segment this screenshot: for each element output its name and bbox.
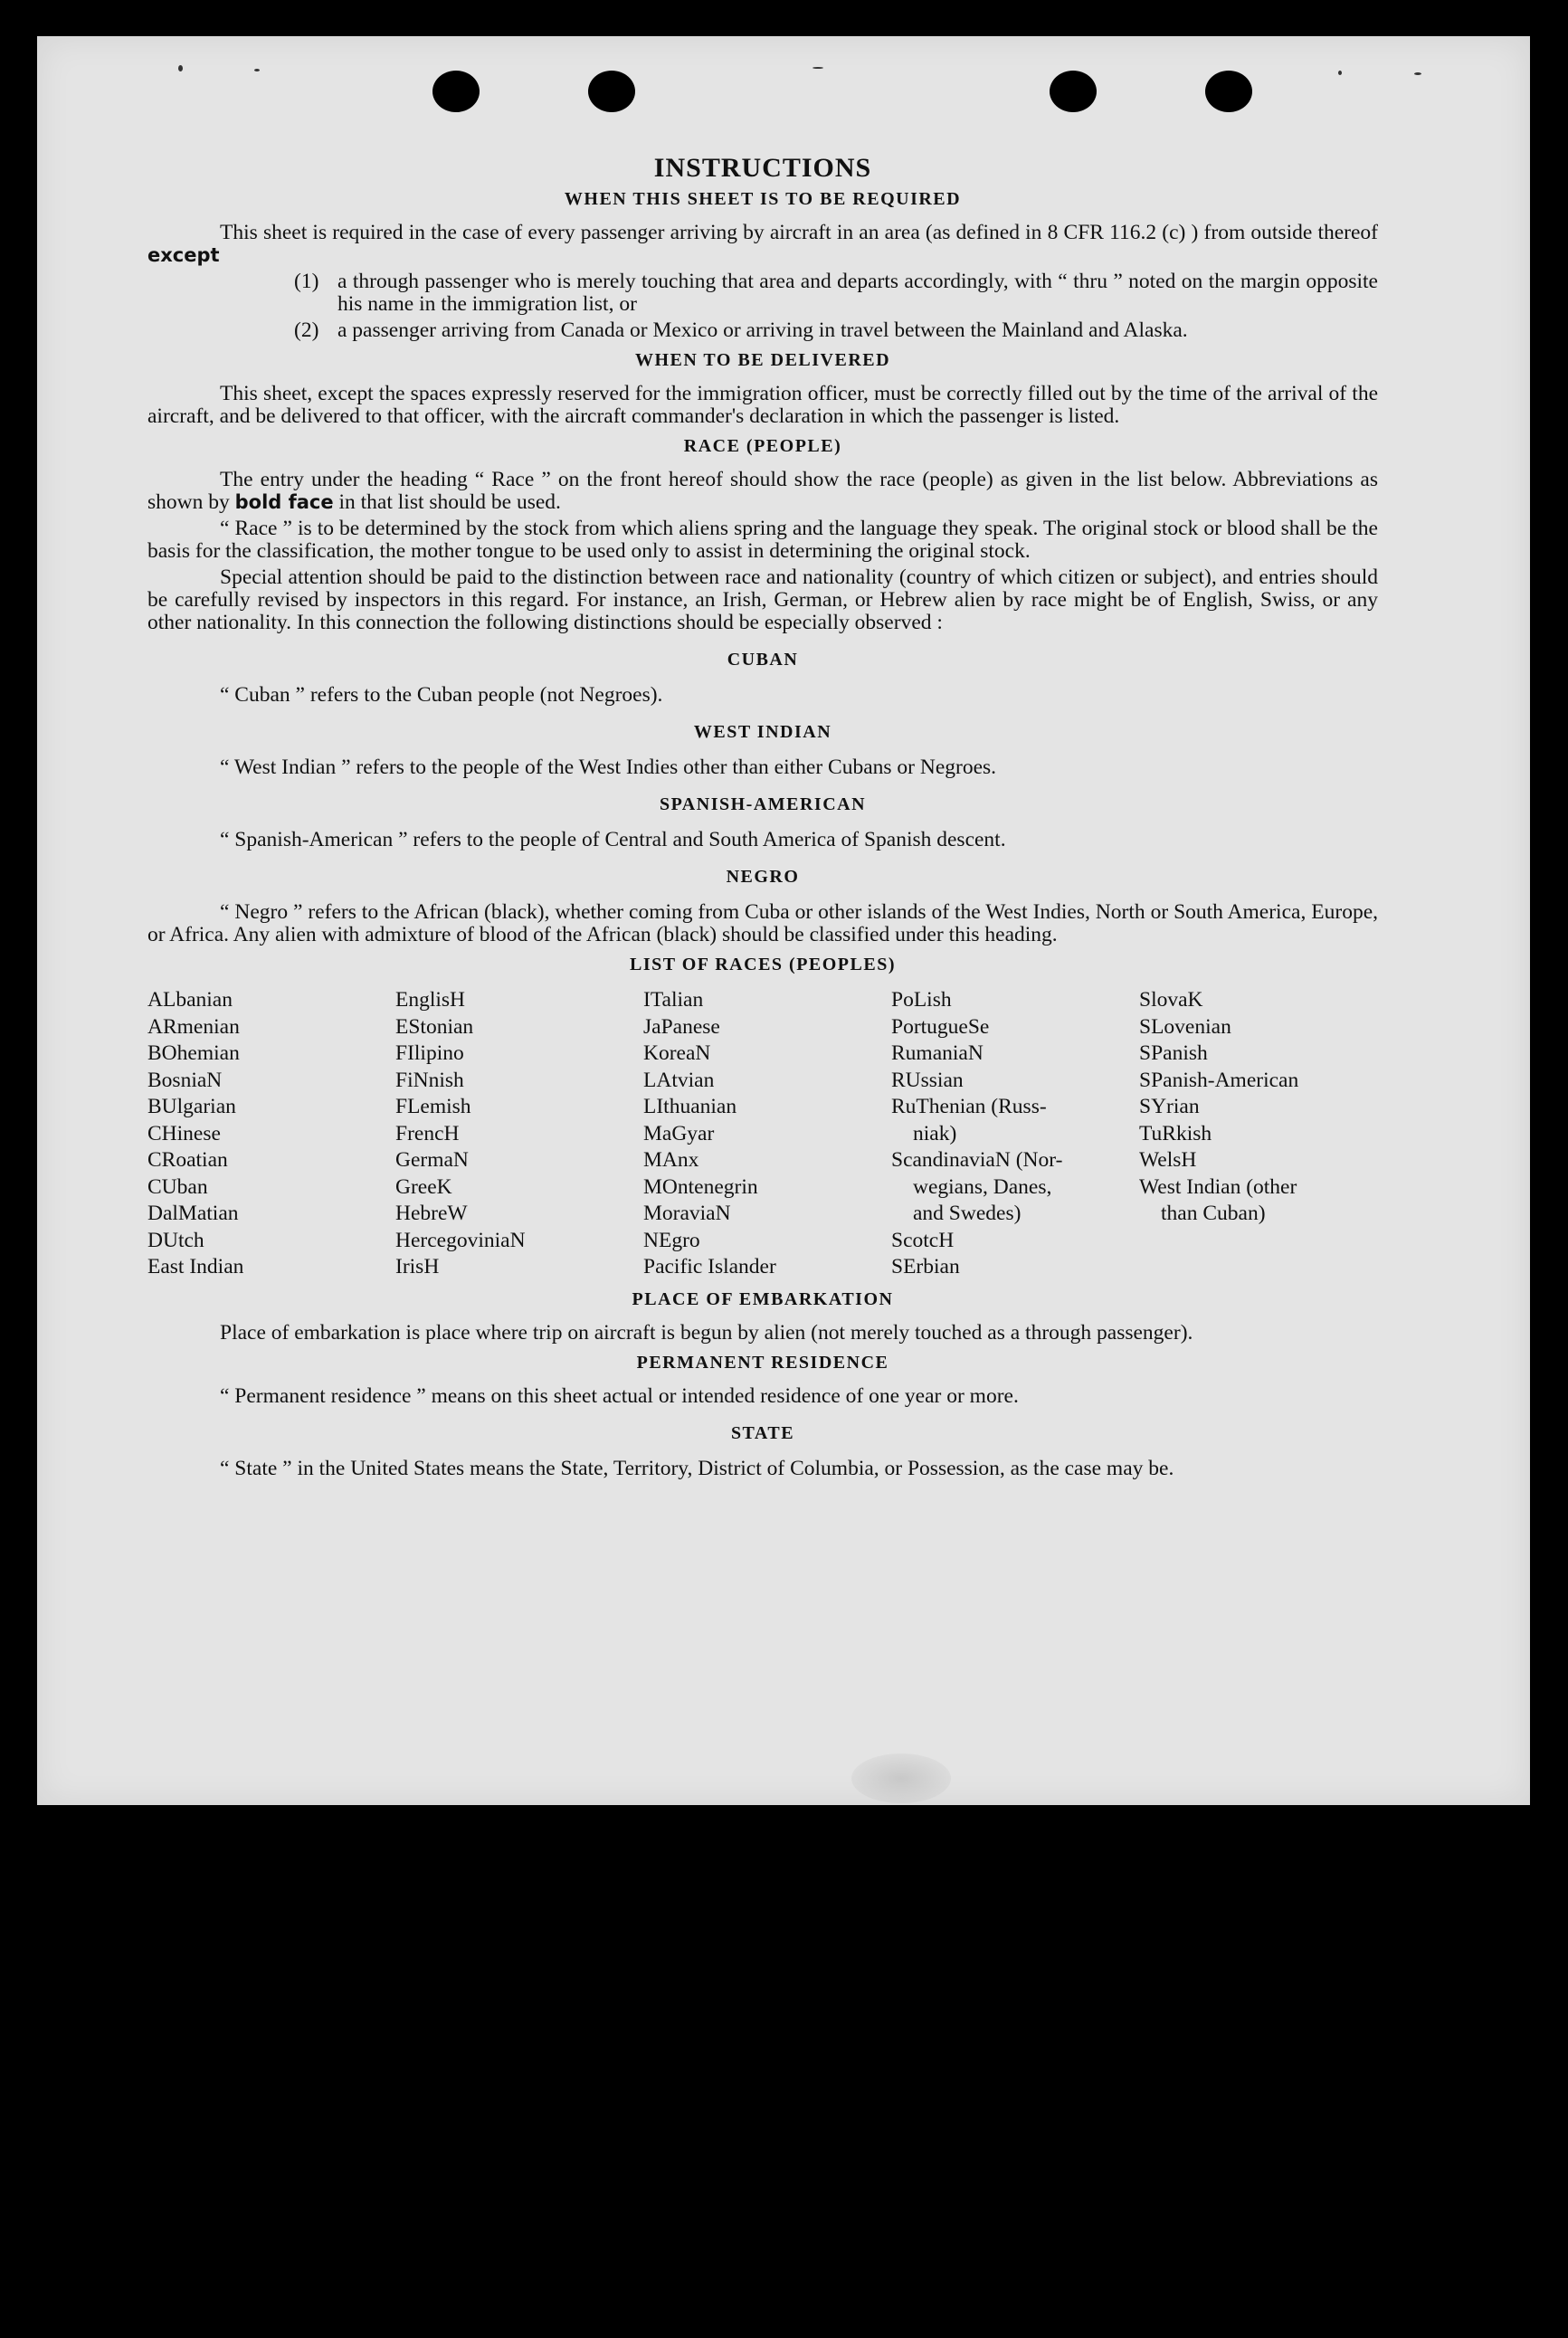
race-entry: SlovaK: [1139, 988, 1203, 1012]
race-entry: FLemish: [395, 1095, 471, 1118]
race-entry-continued: niak): [913, 1121, 957, 1145]
race-entry: HercegoviniaN: [395, 1228, 526, 1252]
heading-place-of-embarkation: PLACE OF EMBARKATION: [632, 1288, 894, 1309]
race-entry: MaGyar: [643, 1121, 715, 1145]
heading-when-delivered: WHEN TO BE DELIVERED: [634, 350, 891, 370]
race-entry: DUtch: [147, 1228, 204, 1252]
race-entry: BosniaN: [147, 1068, 223, 1092]
negro-text: “ Negro ” refers to the African (black), whether coming from Cuba or other islands of the West Indies, North or South America, Europe, or Africa. Any alien with admixture of blood of the African (black) should be classified under this heading.: [147, 900, 1378, 946]
race-entry: GreeK: [395, 1174, 452, 1199]
dust-speck: [254, 69, 260, 71]
west-indian-text: “ West Indian ” refers to the people of the West Indies other than either Cubans or Negroes.: [220, 756, 997, 779]
race-entry-continued: than Cuban): [1161, 1202, 1266, 1225]
race-entry: GermaN: [395, 1148, 469, 1172]
races-column-5: [1139, 987, 1378, 1281]
punch-hole-3: [1050, 71, 1097, 112]
race-entry: PortugueSe: [891, 1014, 990, 1039]
race-entry: TuRkish: [1139, 1121, 1212, 1145]
race-entry: MOntenegrin: [643, 1174, 758, 1199]
exception-item-2: (2) a passenger arriving from Canada or Mexico or arriving in travel between the Mainland and Alaska.: [294, 318, 1188, 342]
race-entry: PoLish: [891, 988, 952, 1012]
race-entry: NEgro: [643, 1228, 700, 1252]
race-entry: ARmenian: [147, 1014, 240, 1039]
race-entry-continued: and Swedes): [913, 1202, 1022, 1225]
heading-cuban: CUBAN: [727, 650, 799, 670]
heading-permanent-residence: PERMANENT RESIDENCE: [636, 1352, 889, 1373]
race-paragraph-2: “ Race ” is to be determined by the stock from which aliens spring and the language they speak. The original stock or blood shall be the basis for the classification, the mother tongue to be used only to assist in determining the original stock.: [147, 517, 1378, 563]
race-entry: FIlipino: [395, 1041, 464, 1065]
race-entry: ITalian: [643, 988, 704, 1012]
race-entry: MAnx: [643, 1148, 699, 1172]
race-entry: RuThenian (Russ-: [891, 1095, 1047, 1118]
race-entry: WelsH: [1139, 1148, 1197, 1172]
race-entry: SErbian: [891, 1255, 960, 1278]
race-paragraph-1: The entry under the heading “ Race ” on the front hereof should show the race (people) as given in the list below. Abbreviations as shown by bold face in that list should be used.: [147, 468, 1378, 514]
race-entry: SYrian: [1139, 1095, 1200, 1118]
race-entry: LAtvian: [643, 1068, 715, 1092]
race-entry: BOhemian: [147, 1041, 240, 1065]
race-entry: HebreW: [395, 1202, 468, 1225]
races-column-1: [147, 987, 395, 1281]
race-entry: East Indian: [147, 1255, 244, 1278]
race-entry: CHinese: [147, 1121, 221, 1145]
race-entry: LIthuanian: [643, 1095, 737, 1118]
heading-spanish-american: SPANISH-AMERICAN: [659, 794, 867, 814]
races-column-4: [891, 987, 1139, 1281]
heading-state: STATE: [730, 1422, 795, 1443]
race-entry: SPanish-American: [1139, 1068, 1299, 1092]
race-entry: IrisH: [395, 1255, 440, 1278]
exception-item-1: (1) a through passenger who is merely touching that area and departs accordingly, with “ thru ” noted on the margin opposite his name in the immigration list, or: [294, 270, 1378, 316]
race-entry: RumaniaN: [891, 1041, 984, 1065]
race-entry: Pacific Islander: [643, 1255, 776, 1278]
race-entry: SLovenian: [1139, 1014, 1231, 1039]
race-entry: FrencH: [395, 1121, 460, 1145]
race-entry: JaPanese: [643, 1014, 720, 1039]
race-entry: CRoatian: [147, 1148, 228, 1172]
race-entry: FiNnish: [395, 1068, 464, 1092]
delivered-text: This sheet, except the spaces expressly reserved for the immigration officer, must be correctly filled out by the time of the arrival of the aircraft, and be delivered to that officer, with the aircraft commander's declaration in which the passenger is listed.: [147, 382, 1378, 428]
race-entry: MoraviaN: [643, 1202, 731, 1225]
race-entry: ScotcH: [891, 1228, 955, 1252]
state-text: “ State ” in the United States means the State, Territory, District of Columbia, or Possession, as the case may be.: [220, 1456, 1174, 1480]
race-entry-continued: wegians, Danes,: [913, 1174, 1052, 1199]
dust-speck: [1338, 71, 1342, 75]
race-entry: DalMatian: [147, 1202, 239, 1225]
heading-race: RACE (PEOPLE): [683, 436, 842, 456]
race-entry: BUlgarian: [147, 1095, 236, 1118]
race-entry: ScandinaviaN (Nor-: [891, 1148, 1063, 1172]
residence-text: “ Permanent residence ” means on this sheet actual or intended residence of one year or more.: [220, 1383, 1019, 1408]
heading-west-indian: WEST INDIAN: [693, 722, 832, 742]
race-entry: RUssian: [891, 1068, 964, 1092]
races-column-2: [395, 987, 643, 1281]
race-entry: SPanish: [1139, 1041, 1208, 1065]
punch-hole-4: [1205, 71, 1252, 112]
punch-hole-2: [588, 71, 635, 112]
race-entry: West Indian (other: [1139, 1174, 1297, 1199]
race-paragraph-3: Special attention should be paid to the distinction between race and nationality (country of which citizen or subject), and entries should be carefully revised by inspectors in this regard. For instance, an Irish, German, or Hebrew alien by race might be of English, Swiss, or any other nationality. In this connection the following distinctions should be especially observed :: [147, 565, 1378, 634]
race-entry: ALbanian: [147, 988, 233, 1012]
dust-speck: [178, 65, 183, 71]
races-column-3: [643, 987, 891, 1281]
instructions-text: [147, 120, 1378, 1484]
race-entry: EnglisH: [395, 988, 466, 1012]
dust-speck: [1414, 72, 1421, 75]
race-entry: CUban: [147, 1174, 208, 1199]
race-entry: EStonian: [395, 1014, 474, 1039]
races-list: [147, 987, 1378, 1281]
cuban-text: “ Cuban ” refers to the Cuban people (not Negroes).: [220, 683, 663, 707]
dust-speck: [813, 67, 823, 69]
faded-stamp: [851, 1754, 951, 1803]
spanish-american-text: “ Spanish-American ” refers to the people of Central and South America of Spanish descent.: [220, 828, 1006, 851]
heading-when-required: WHEN THIS SHEET IS TO BE REQUIRED: [564, 189, 962, 209]
punch-hole-1: [432, 71, 480, 112]
race-entry: KoreaN: [643, 1041, 711, 1065]
heading-negro: NEGRO: [726, 867, 800, 887]
embarkation-text: Place of embarkation is place where trip on aircraft is begun by alien (not merely touched as a through passenger).: [220, 1320, 1193, 1345]
page-title: INSTRUCTIONS: [653, 153, 872, 183]
required-intro: This sheet is required in the case of every passenger arriving by aircraft in an area (as defined in 8 CFR 116.2 (c) ) from outside thereof except: [147, 221, 1378, 266]
heading-list-of-races: LIST OF RACES (PEOPLES): [629, 955, 896, 974]
